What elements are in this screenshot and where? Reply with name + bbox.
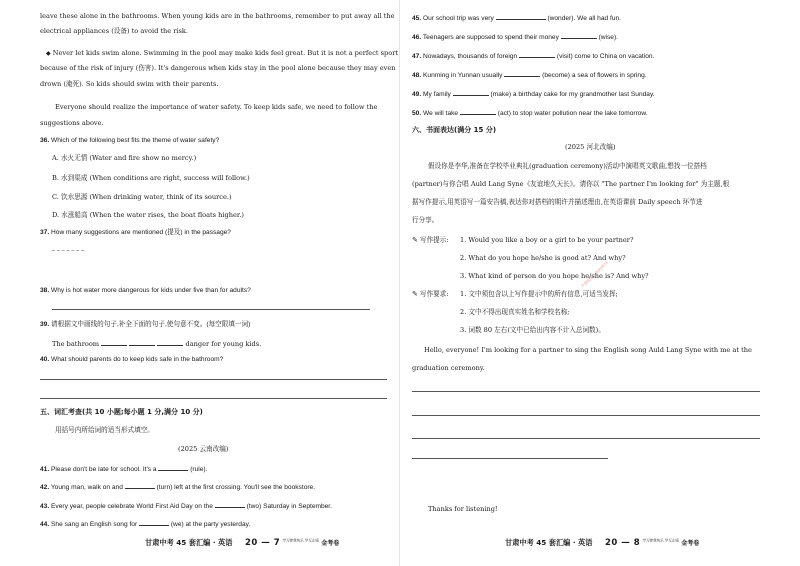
watermark-stamp: 严禁转载 · 版权所有 xyxy=(580,260,609,290)
question-number: 44. xyxy=(40,521,50,528)
reqs-label-text: 写作要求: xyxy=(419,290,449,298)
question-text: Why is hot water more dangerous for kids under five than for adults? xyxy=(51,287,251,294)
question-hint: (rule). xyxy=(190,466,208,473)
pencil-icon: ✎ xyxy=(412,290,418,298)
prompt-line: (partner)与你合唱 Auld Lang Syne《友谊地久天长》。请你以 "The partner I'm looking for" 为主题,根 xyxy=(412,180,730,188)
passage-line: suggestions above. xyxy=(40,119,104,127)
question-text: 请根据文中画线的句子,补全下面的句子,使句意不变。(每空限填一词) xyxy=(51,321,251,328)
blank-50[interactable] xyxy=(460,107,496,115)
hint-3: 3. What kind of person do you hope he/she is? And why? xyxy=(460,272,649,280)
question-48 xyxy=(412,69,647,80)
question-text: My family xyxy=(423,91,451,98)
passage-line: Everyone should realize the importance of water safety. To keep kids safe, we need to follow the xyxy=(55,103,378,111)
question-number: 43. xyxy=(40,503,50,510)
question-number: 49. xyxy=(412,91,422,98)
passage-line: because of the risk of injury (伤害). It's dangerous when kids stay in the pool alone because they may even xyxy=(40,64,396,72)
hints-label xyxy=(412,236,449,245)
blank-39-2[interactable] xyxy=(129,338,155,346)
question-45 xyxy=(412,12,621,23)
question-37 xyxy=(40,228,231,237)
right-page xyxy=(400,0,800,566)
question-hint: (two) Saturday in September. xyxy=(246,503,332,510)
sentence-end: danger for young kids. xyxy=(185,340,262,348)
question-text: How many suggestions are mentioned (提及) in the passage? xyxy=(51,229,231,236)
question-hint: (we) at the party yesterday. xyxy=(170,521,251,528)
question-46 xyxy=(412,31,618,42)
question-number: 37. xyxy=(40,229,50,236)
reqs-label xyxy=(412,290,449,299)
question-number: 47. xyxy=(412,53,422,60)
prompt-line: 行分享。 xyxy=(412,216,439,224)
pencil-icon: ✎ xyxy=(412,236,418,244)
question-text: Nowadays, thousands of foreign xyxy=(423,53,518,60)
hints-label-text: 写作提示: xyxy=(419,236,449,244)
option-b: B. 水到渠成 (When conditions are right, success will follow.) xyxy=(52,174,250,182)
prompt-line: 假设你是李华,准备在学校毕业典礼(graduation ceremony)活动中演唱英文歌曲,想找一位搭档 xyxy=(428,162,707,170)
question-number: 46. xyxy=(412,34,422,41)
blank-39-3[interactable] xyxy=(157,338,183,346)
question-hint: (become) a sea of flowers in spring. xyxy=(542,72,647,79)
footer-left xyxy=(145,538,339,548)
section-6-source: (2025 河北改编) xyxy=(565,143,616,151)
diamond-bullet-icon: ◆ xyxy=(46,50,51,57)
footer-logo-icon: 金考卷 xyxy=(321,540,340,547)
passage-bullet-line xyxy=(46,49,398,58)
question-42 xyxy=(40,481,315,492)
answer-line-40a[interactable] xyxy=(40,379,387,380)
question-47 xyxy=(412,50,654,61)
blank-43[interactable] xyxy=(215,500,245,508)
blank-47[interactable] xyxy=(519,50,555,58)
hint-2: 2. What do you hope he/she is good at? And why? xyxy=(460,254,626,262)
essay-opening: Hello, everyone! I'm looking for a partner to sing the English song Auld Lang Syne with me at the xyxy=(424,346,752,354)
section-5-source: (2025 云南改编) xyxy=(178,445,229,453)
section-5-instruction: 用括号内所给词的适当形式填空。 xyxy=(55,426,154,434)
question-number: 41. xyxy=(40,466,50,473)
question-41 xyxy=(40,463,207,474)
writing-line[interactable] xyxy=(412,415,760,416)
question-40 xyxy=(40,355,223,364)
essay-opening: graduation ceremony. xyxy=(412,364,485,372)
question-text: Kunming in Yunnan usually xyxy=(423,72,503,79)
question-text: Our school trip was very xyxy=(423,15,494,22)
question-36 xyxy=(40,136,219,145)
question-49 xyxy=(412,88,655,99)
question-number: 50. xyxy=(412,110,422,117)
hint-1: 1. Would you like a boy or a girl to be your partner? xyxy=(460,236,634,244)
question-number: 45. xyxy=(412,15,422,22)
footer-slogan: 学习使我快乐 学无止境 xyxy=(282,538,319,543)
writing-line[interactable] xyxy=(412,438,760,439)
question-hint: (wonder). We all had fun. xyxy=(547,15,621,22)
page-number: 20 — 7 xyxy=(244,538,281,548)
blank-39-1[interactable] xyxy=(101,338,127,346)
passage-text: Never let kids swim alone. Swimming in the pool may make kids feel great. But it is not a perfect sport xyxy=(52,49,399,57)
question-50 xyxy=(412,107,648,118)
writing-line[interactable] xyxy=(412,458,608,459)
question-number: 36. xyxy=(40,137,50,144)
fill-sentence-39 xyxy=(52,338,261,349)
question-text: Which of the following best fits the theme of water safety? xyxy=(51,137,220,144)
footer-right xyxy=(505,538,699,548)
req-1: 1. 文中须包含以上写作提示中的所有信息,可适当发挥; xyxy=(460,290,618,298)
section-6-title: 六、书面表达(满分 15 分) xyxy=(412,126,497,134)
blank-42[interactable] xyxy=(125,481,155,489)
option-a: A. 水火无情 (Water and fire show no mercy.) xyxy=(52,154,197,162)
question-text: She sang an English song for xyxy=(51,521,138,528)
footer-slogan: 学习使我快乐 学无止境 xyxy=(642,538,679,543)
question-number: 38. xyxy=(40,287,50,294)
question-text: Please don't be late for school. It's a xyxy=(51,466,157,473)
page-number: 20 — 8 xyxy=(604,538,641,548)
question-text: Young man, walk on and xyxy=(50,484,123,491)
prompt-line: 据写作提示,用英语写一篇安告稿,表达你对搭档的期许并描述理由,在英语课前 Daily speech 环节进 xyxy=(412,198,703,206)
answer-line-38[interactable] xyxy=(52,309,370,310)
question-number: 42. xyxy=(40,484,50,491)
blank-45[interactable] xyxy=(496,12,546,20)
option-c: C. 饮水思源 (When drinking water, think of its source.) xyxy=(52,193,232,201)
question-hint: (make) a birthday cake for my grandmother last Sunday. xyxy=(490,91,655,98)
blank-46[interactable] xyxy=(561,31,597,39)
essay-closing: Thanks for listening! xyxy=(428,505,498,513)
question-hint: (turn) left at the first crossing. You'll see the bookstore. xyxy=(156,484,316,491)
req-2: 2. 文中不得出现真实姓名和学校名称; xyxy=(460,308,570,316)
footer-title: 甘肃中考 45 套汇编 · 英语 xyxy=(505,538,593,547)
question-hint: (wise). xyxy=(598,34,618,41)
blank-49[interactable] xyxy=(453,88,489,96)
answer-line-40b[interactable] xyxy=(40,398,387,399)
question-number: 39. xyxy=(40,321,50,328)
question-text: We will take xyxy=(423,110,459,117)
req-3: 3. 词数 80 左右(文中已给出内容不计入总词数)。 xyxy=(460,326,605,334)
option-d: D. 水涨船高 (When the water rises, the boat floats higher.) xyxy=(52,211,244,219)
sentence-start: The bathroom xyxy=(52,340,100,348)
question-text: Every year, people celebrate World First Aid Day on the xyxy=(51,503,213,510)
question-text: What should parents do to keep kids safe in the bathroom? xyxy=(51,356,224,363)
passage-line: drown (淹死). So kids should swim with their parents. xyxy=(40,80,219,88)
question-44 xyxy=(40,518,250,529)
answer-line-37[interactable] xyxy=(52,250,84,251)
footer-title: 甘肃中考 45 套汇编 · 英语 xyxy=(145,538,233,547)
passage-line: leave these alone in the bathrooms. When young kids are in the bathrooms, remember to put away all the xyxy=(40,12,395,20)
question-number: 48. xyxy=(412,72,422,79)
question-number: 40. xyxy=(40,356,50,363)
question-hint: (act) to stop water pollution near the lake tomorrow. xyxy=(497,110,648,117)
question-hint: (visit) come to China on vacation. xyxy=(556,53,655,60)
footer-logo-icon: 金考卷 xyxy=(681,540,700,547)
passage-line: electrical appliances (设备) to avoid the risk. xyxy=(40,27,189,35)
blank-44[interactable] xyxy=(139,518,169,526)
question-38 xyxy=(40,286,251,295)
blank-41[interactable] xyxy=(158,463,188,471)
section-5-title: 五、词汇考查(共 10 小题;每小题 1 分,满分 10 分) xyxy=(40,408,203,416)
blank-48[interactable] xyxy=(504,69,540,77)
writing-line[interactable] xyxy=(412,391,760,392)
question-text: Teenagers are supposed to spend their money xyxy=(422,34,559,41)
question-43 xyxy=(40,500,332,511)
question-39 xyxy=(40,320,250,329)
